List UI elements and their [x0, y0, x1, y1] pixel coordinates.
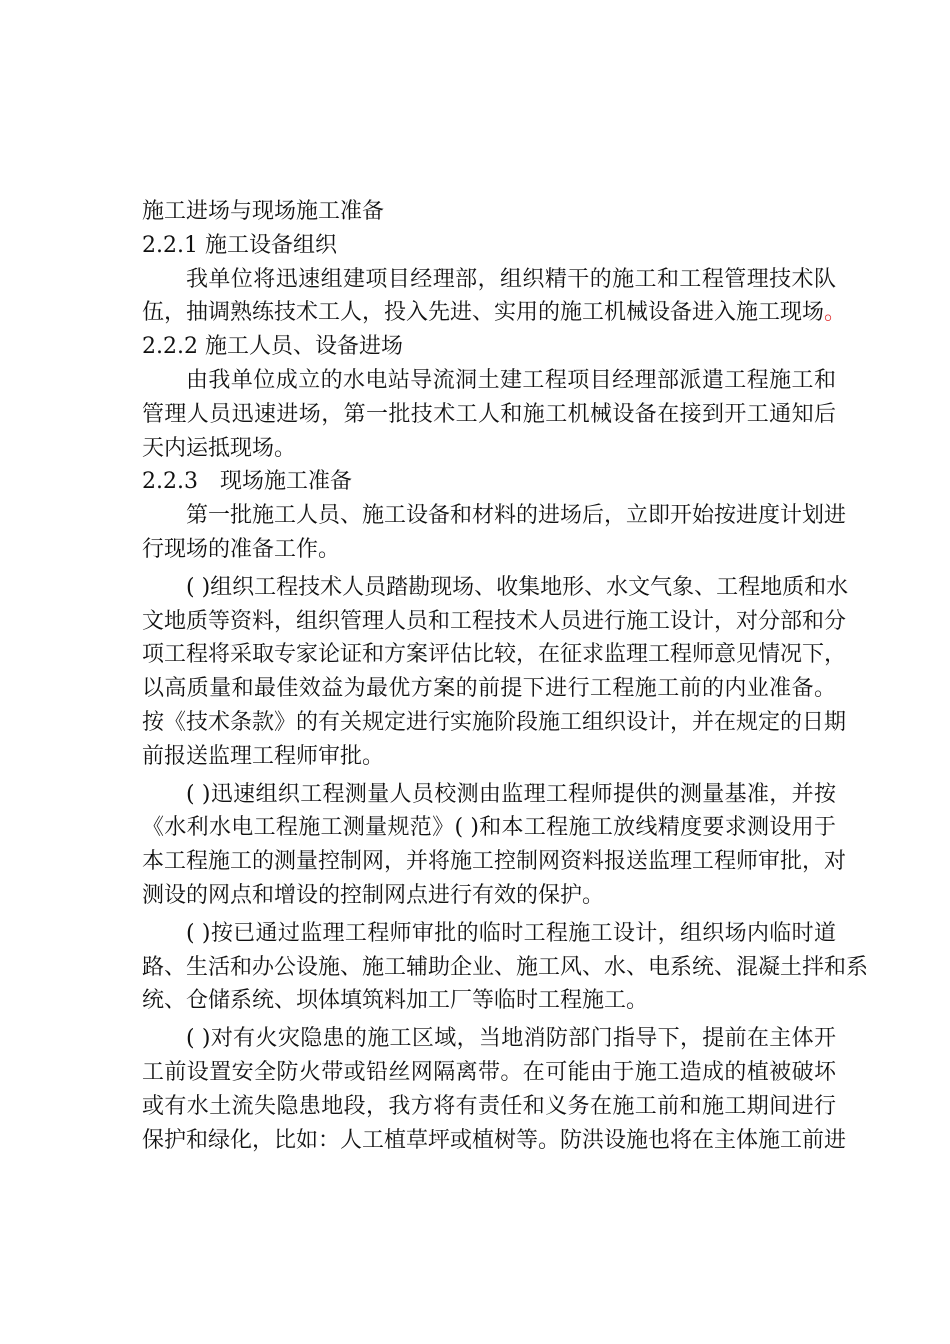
paragraph-line: 文地质等资料，组织管理人员和工程技术人员进行施工设计，对分部和分	[142, 608, 847, 634]
paragraph-line: 行现场的准备工作。	[142, 536, 341, 562]
paragraph-line: 前报送监理工程师审批。	[142, 743, 385, 769]
document-title: 施工进场与现场施工准备	[142, 199, 385, 224]
paragraph-line: ( )迅速组织工程测量人员校测由监理工程师提供的测量基准，并按	[186, 781, 836, 807]
document-body	[142, 195, 869, 1157]
paragraph-line: 工前设置安全防火带或铅丝网隔离带。在可能由于施工造成的植被破坏	[142, 1059, 836, 1085]
paragraph-line: 按《技术条款》的有关规定进行实施阶段施工组织设计，并在规定的日期	[142, 709, 847, 735]
paragraph-line: 项工程将采取专家论证和方案评估比较，在征求监理工程师意见情况下，	[142, 642, 847, 668]
paragraph-line: 管理人员迅速进场，第一批技术工人和施工机械设备在接到开工通知后	[142, 401, 836, 427]
section-heading-2-2-1: 2.2.1 施工设备组织	[142, 232, 337, 258]
paragraph-line: 由我单位成立的水电站导流洞土建工程项目经理部派遣工程施工和	[186, 367, 836, 393]
paragraph-line: 或有水土流失隐患地段，我方将有责任和义务在施工前和施工期间进行	[142, 1093, 836, 1119]
paragraph-line: 以高质量和最佳效益为最优方案的前提下进行工程施工前的内业准备。	[142, 676, 836, 702]
paragraph-line: 测设的网点和增设的控制网点进行有效的保护。	[142, 882, 605, 908]
paragraph-line: 我单位将迅速组建项目经理部，组织精干的施工和工程管理技术队	[186, 266, 836, 292]
paragraph-line: ( )按已通过监理工程师审批的临时工程施工设计，组织场内临时道	[186, 920, 836, 946]
paragraph-line: 本工程施工的测量控制网，并将施工控制网资料报送监理工程师审批，对	[142, 849, 847, 875]
paragraph-line: ( )组织工程技术人员踏勘现场、收集地形、水文气象、工程地质和水	[186, 574, 849, 600]
paragraph-line: 伍，抽调熟练技术工人，投入先进、实用的施工机械设备进入施工现场。	[142, 300, 847, 326]
section-heading-2-2-2: 2.2.2 施工人员、设备进场	[142, 334, 403, 360]
paragraph-line: ( )对有火灾隐患的施工区域，当地消防部门指导下，提前在主体开	[186, 1026, 836, 1052]
paragraph-line: 天内运抵现场。	[142, 435, 297, 461]
paragraph-line: 第一批施工人员、施工设备和材料的进场后，立即开始按进度计划进	[186, 503, 847, 529]
paragraph-line: 《水利水电工程施工测量规范》( )和本工程施工放线精度要求测设用于	[142, 815, 836, 841]
paragraph-line: 保护和绿化，比如：人工植草坪或植树等。防洪设施也将在主体施工前进	[142, 1127, 847, 1153]
section-heading-2-2-3: 2.2.3 现场施工准备	[142, 469, 352, 495]
paragraph-line: 统、仓储系统、坝体填筑料加工厂等临时工程施工。	[142, 988, 649, 1014]
paragraph-line: 路、生活和办公设施、施工辅助企业、施工风、水、电系统、混凝土拌和系	[142, 954, 869, 980]
